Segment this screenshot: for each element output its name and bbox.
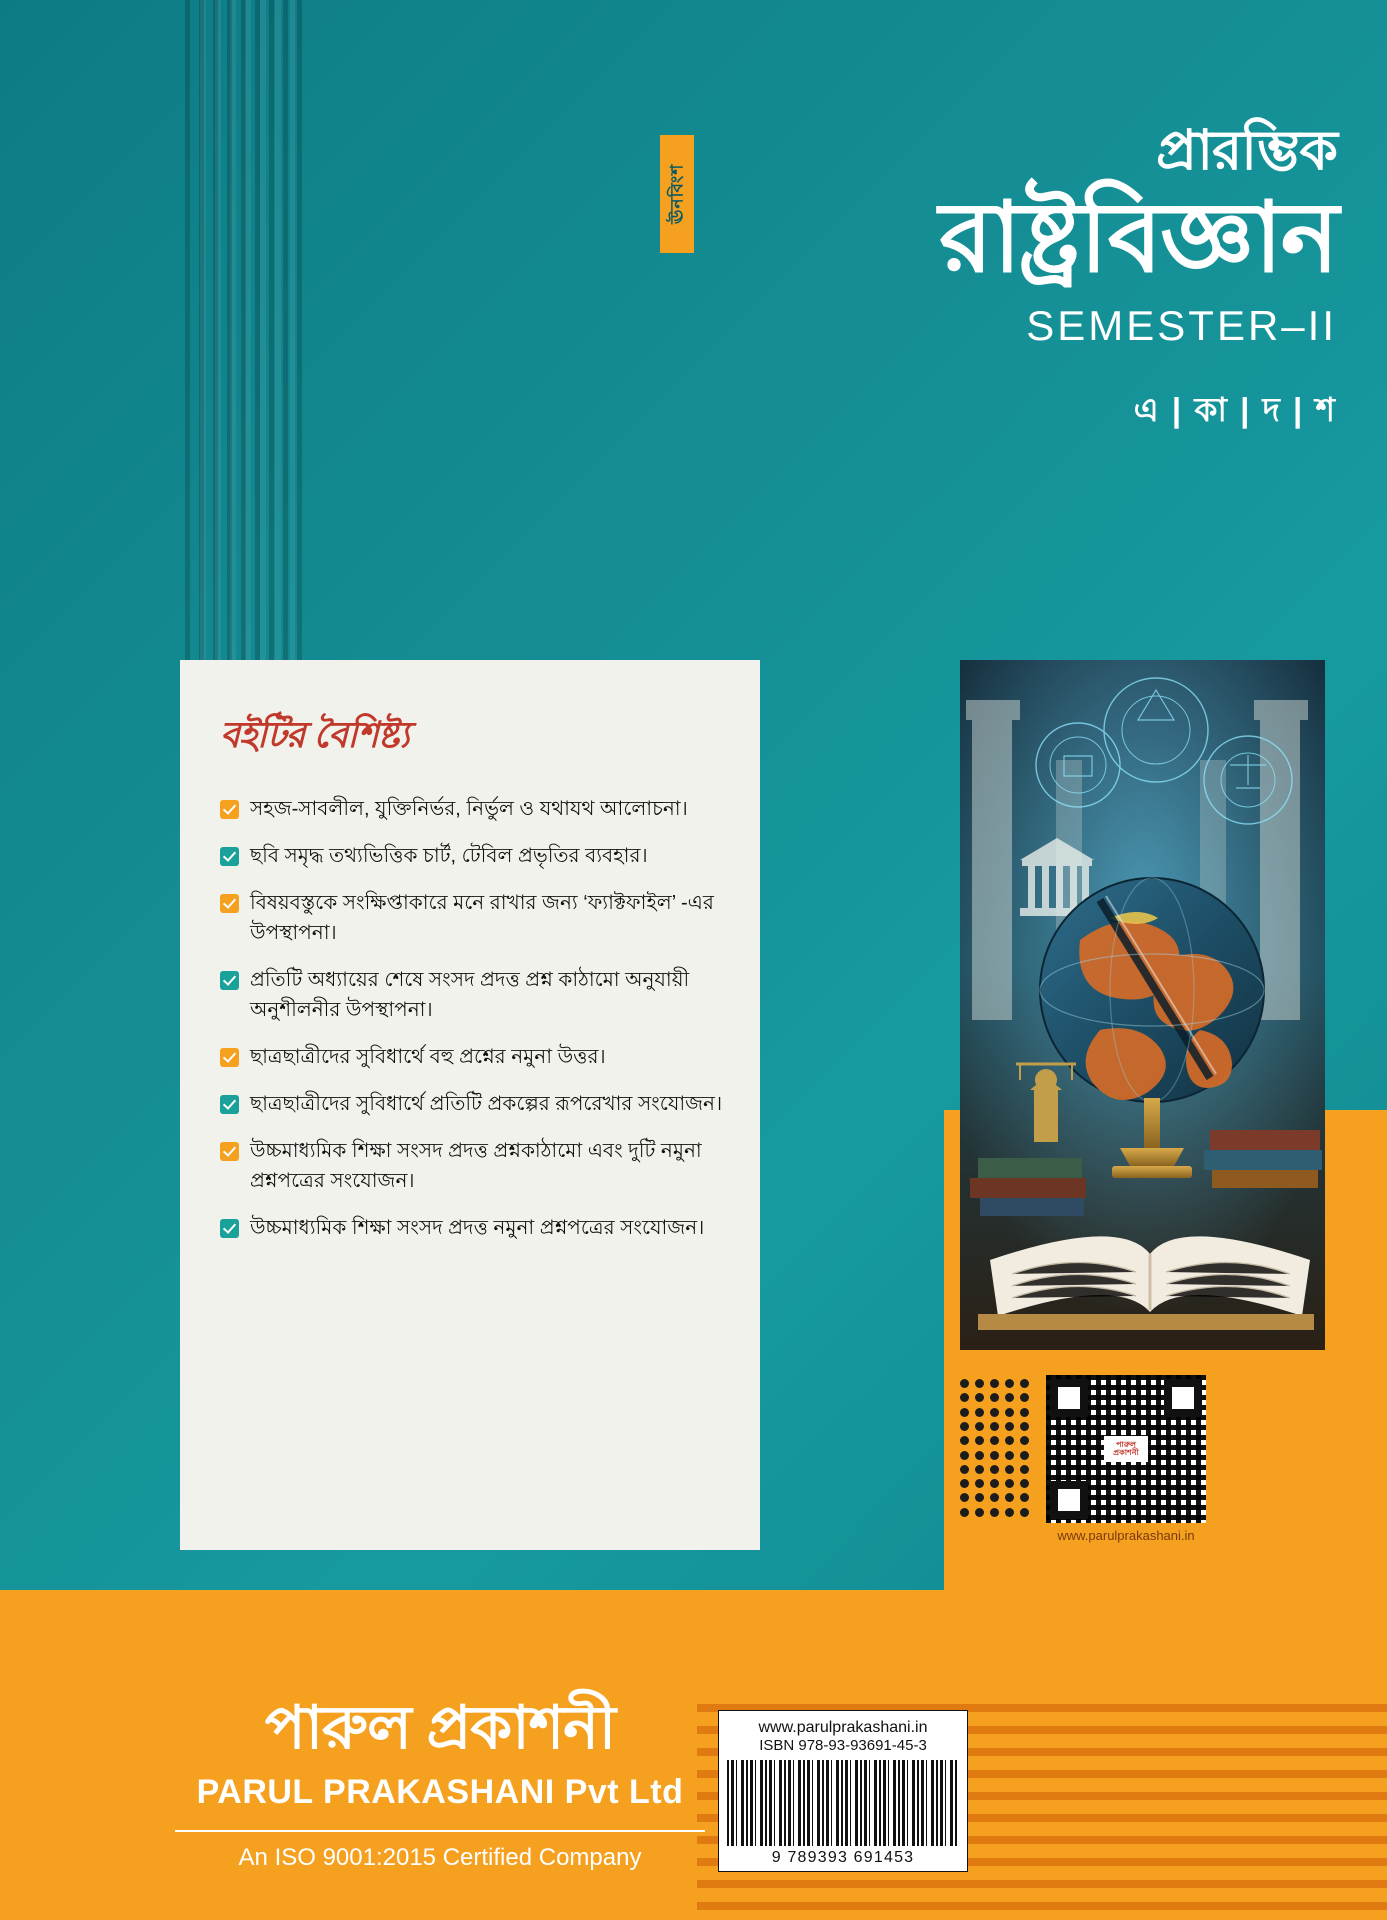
dot — [1020, 1408, 1029, 1417]
dot — [1020, 1393, 1029, 1402]
dot — [975, 1451, 984, 1460]
dot — [960, 1493, 969, 1502]
semester-label: SEMESTER–II — [1026, 302, 1337, 350]
dot — [990, 1451, 999, 1460]
dot — [990, 1422, 999, 1431]
publisher-name-english: PARUL PRAKASHANI Pvt Ltd — [196, 1773, 684, 1811]
dot — [990, 1479, 999, 1488]
features-list — [220, 794, 726, 1243]
dot — [975, 1408, 984, 1417]
iso-certification-label: An ISO 9001:2015 Certified Company — [175, 1830, 705, 1872]
dot — [990, 1408, 999, 1417]
barcode-url: www.parulprakashani.in — [758, 1719, 928, 1736]
list-item — [220, 1089, 726, 1119]
dot — [960, 1422, 969, 1431]
dot — [1020, 1379, 1029, 1388]
vertical-series-marker: ঊনবিংশ — [660, 135, 694, 253]
dot — [990, 1393, 999, 1402]
dot — [1005, 1508, 1014, 1517]
checkmark-icon — [220, 800, 239, 819]
barcode-number: 9 789393 691453 — [771, 1849, 915, 1866]
dot — [960, 1451, 969, 1460]
dot — [960, 1479, 969, 1488]
checkmark-icon — [220, 1095, 239, 1114]
qr-wrapper — [1046, 1375, 1206, 1543]
list-item — [220, 1213, 726, 1243]
dot — [1005, 1493, 1014, 1502]
checkmark-icon — [220, 1219, 239, 1238]
dot — [975, 1393, 984, 1402]
page-title: রাষ্ট্রবিজ্ঞান — [938, 181, 1337, 292]
dot — [975, 1436, 984, 1445]
checkmark-icon — [220, 1142, 239, 1161]
dot — [960, 1379, 969, 1388]
dot — [960, 1408, 969, 1417]
decorative-stripes-secondary — [200, 0, 295, 660]
feature-text: প্রতিটি অধ্যায়ের শেষে সংসদ প্রদত্ত প্রশ্ন কাঠামো অনুযায়ী অনুশীলনীর উপস্থাপনা। — [250, 969, 690, 1021]
feature-text: বিষয়বস্তুকে সংক্ষিপ্তাকারে মনে রাখার জন্য ‘ফ্যাক্টফাইল’ -এর উপস্থাপনা। — [250, 892, 714, 944]
dot-pattern — [960, 1379, 1032, 1519]
dot — [975, 1508, 984, 1517]
list-item — [220, 888, 726, 948]
dot — [990, 1436, 999, 1445]
dot — [975, 1493, 984, 1502]
features-panel — [180, 660, 760, 1550]
checkmark-icon — [220, 1048, 239, 1067]
list-item — [220, 794, 726, 824]
barcode-box — [718, 1710, 968, 1872]
qr-url-label: www.parulprakashani.in — [1057, 1528, 1195, 1543]
qr-zone — [960, 1375, 1330, 1543]
qr-center-logo: পারুল প্রকাশনী — [1104, 1436, 1148, 1462]
dot — [1005, 1379, 1014, 1388]
qr-code[interactable] — [1046, 1375, 1206, 1523]
dot — [990, 1379, 999, 1388]
list-item — [220, 965, 726, 1025]
qr-finder-top-right — [1164, 1379, 1202, 1417]
dot — [1005, 1451, 1014, 1460]
dot — [990, 1493, 999, 1502]
dot — [1005, 1408, 1014, 1417]
dot — [1005, 1436, 1014, 1445]
dot — [975, 1379, 984, 1388]
dot — [1020, 1493, 1029, 1502]
features-title: বইটির বৈশিষ্ট্য — [220, 714, 409, 755]
dot — [1020, 1465, 1029, 1474]
dot — [990, 1508, 999, 1517]
publisher-block — [175, 1695, 705, 1872]
feature-text: উচ্চমাধ্যমিক শিক্ষা সংসদ প্রদত্ত নমুনা প্রশ্নপত্রের সংযোজন। — [250, 1217, 705, 1239]
publisher-name-bengali: পারুল প্রকাশনী — [264, 1694, 616, 1761]
dot — [960, 1393, 969, 1402]
dot — [975, 1422, 984, 1431]
feature-text: ছবি সমৃদ্ধ তথ্যভিত্তিক চার্ট, টেবিল প্রভৃতির ব্যবহার। — [250, 845, 648, 867]
dot — [1020, 1479, 1029, 1488]
dot — [975, 1465, 984, 1474]
list-item — [220, 1042, 726, 1072]
dot — [960, 1465, 969, 1474]
dot — [1020, 1508, 1029, 1517]
title-block — [577, 120, 1337, 440]
isbn-label: ISBN 978-93-93691-45-3 — [759, 1737, 927, 1754]
feature-text: ছাত্রছাত্রীদের সুবিধার্থে বহু প্রশ্নের নমুনা উত্তর। — [250, 1046, 606, 1068]
dot — [1005, 1393, 1014, 1402]
dot — [960, 1436, 969, 1445]
dot — [1020, 1422, 1029, 1431]
checkmark-icon — [220, 971, 239, 990]
class-label: এ | কা | দ | শ — [1133, 391, 1337, 429]
dot — [1005, 1479, 1014, 1488]
dot — [1020, 1451, 1029, 1460]
cover-artwork — [960, 660, 1325, 1350]
dot — [975, 1479, 984, 1488]
feature-text: সহজ-সাবলীল, যুক্তিনির্ভর, নির্ভুল ও যথাযথ আলোচনা। — [250, 798, 688, 820]
checkmark-icon — [220, 847, 239, 866]
barcode-bars — [727, 1760, 959, 1846]
dot — [960, 1508, 969, 1517]
dot — [1020, 1436, 1029, 1445]
feature-text: উচ্চমাধ্যমিক শিক্ষা সংসদ প্রদত্ত প্রশ্নকাঠামো এবং দুটি নমুনা প্রশ্নপত্রের সংযোজন। — [250, 1140, 702, 1192]
feature-text: ছাত্রছাত্রীদের সুবিধার্থে প্রতিটি প্রকল্পের রূপরেখার সংযোজন। — [250, 1093, 723, 1115]
qr-finder-top-left — [1050, 1379, 1088, 1417]
title-subtitle: প্রারম্ভিক — [1156, 119, 1337, 181]
list-item — [220, 1136, 726, 1196]
list-item — [220, 841, 726, 871]
dot — [1005, 1422, 1014, 1431]
checkmark-icon — [220, 894, 239, 913]
dot — [990, 1465, 999, 1474]
qr-finder-bottom-left — [1050, 1481, 1088, 1519]
dot — [1005, 1465, 1014, 1474]
